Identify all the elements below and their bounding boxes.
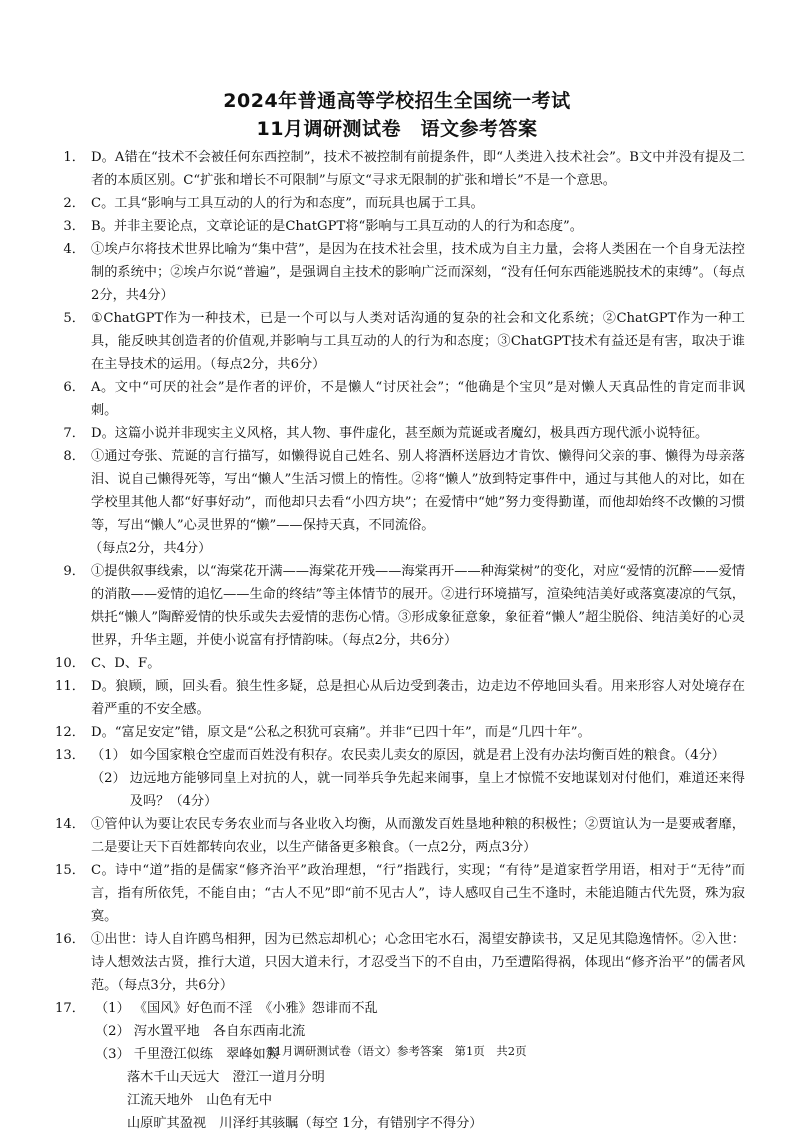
answer-number: 2． [63, 196, 85, 211]
answer-item-11 [55, 675, 745, 721]
answer-number: 7． [63, 426, 85, 441]
answer-text: C、D、F。 [91, 656, 161, 671]
answer-item-2 [55, 192, 745, 215]
answer-item-1 [55, 146, 745, 192]
answer-number: 15． [55, 863, 85, 878]
answer-item-5 [55, 307, 745, 376]
answer-item-17 [55, 997, 745, 1135]
answer-text: ①通过夸张、荒诞的言行描写，如懒得说自己姓名、别人将酒杯送唇边才肯饮、懒得问父亲的事、懒得为母亲落泪、说自己懒得死等，写出“懒人”生活习惯上的惰性。②将“懒人”放到特定事件中，通过与其他人的对比，如在学校里其他人都“好事好动”，而他却只去看“小四方块”；在爱情中“她”努力变得勤谨，而他却始终不改懒的习惯等，写出“懒人”心灵世界的“懒”——保持天真，不同流俗。 [91, 449, 745, 533]
answer-17-part-2 [65, 1020, 745, 1043]
answer-text: C。工具“影响与工具互动的人的行为和态度”，而玩具也属于工具。 [91, 196, 484, 211]
answer-13-part-2 [61, 767, 745, 813]
page-footer: 11月调研测试卷（语文）参考答案 第1页 共2页 [267, 1044, 527, 1058]
answer-number: 12． [55, 725, 85, 740]
answer-text: D。“富足安定”错，原文是“公私之积犹可哀痛”。并非“已四十年”，而是“几四十年”。 [91, 725, 591, 740]
answer-text: ①埃卢尔将技术世界比喻为“集中营”，是因为在技术社会里，技术成为自主力量，会将人类困在一个自身无法控制的系统中；②埃卢尔说“普遍”，是强调自主技术的影响广泛而深刻，“没有任何东西能逃脱技术的束缚”。（每点2分，共4分） [91, 242, 745, 303]
answer-text: B。并非主要论点，文章论证的是ChatGPT将“影响与工具互动的人的行为和态度”。 [91, 219, 583, 234]
part-label: （3） [95, 1047, 130, 1062]
answer-item-6 [55, 376, 745, 422]
answer-key-title: 11月调研测试卷 语文参考答案 [256, 118, 538, 140]
answer-number: 1． [63, 150, 85, 165]
answer-list [55, 146, 745, 1135]
answer-number: 14． [55, 817, 85, 832]
answer-item-14 [55, 813, 745, 859]
answer-number: 16． [55, 932, 85, 947]
part-text: 泻水置平地 各自东西南北流 [133, 1024, 306, 1039]
answer-text: C。诗中“道”指的是儒家“修齐治平”政治理想，“行”指践行，实现；“有待”是道家哲学用语，相对于“无待”而言，指有所依凭，不能自由；“古人不见”即“前不见古人”，诗人感叹自己生不逢时，未能追随古代先贤，殊为寂寞。 [91, 863, 745, 924]
answer-text: A。文中“可厌的社会”是作者的评价，不是懒人“讨厌社会”；“他确是个宝贝”是对懒人天真品性的肯定而非讽刺。 [91, 380, 745, 418]
answer-number: 13． [55, 748, 85, 763]
part-text: 千里澄江似练 翠峰如簇 [133, 1047, 279, 1062]
answer-item-10 [55, 652, 745, 675]
part-label: （2） [95, 1024, 130, 1039]
answer-item-12 [55, 721, 745, 744]
answer-number: 3． [63, 219, 85, 234]
poem-line: 江流天地外 山色有无中 [127, 1093, 273, 1108]
answer-number: 6． [63, 380, 85, 395]
answer-text: D。狼顾，顾，回头看。狼生性多疑，总是担心从后边受到袭击，边走边不停地回头看。用来形容人对处境存在着严重的不安全感。 [91, 679, 745, 717]
answer-number: 11． [55, 679, 85, 694]
answer-number: 8． [63, 449, 85, 464]
answer-item-8 [55, 445, 745, 537]
answer-number: 10． [55, 656, 85, 671]
poem-line: 山原旷其盈视 川泽纡其骇瞩（每空 1分，有错别字不得分） [127, 1116, 483, 1131]
poem-line: 落木千山天远大 澄江一道月分明 [127, 1070, 325, 1085]
answer-item-4 [55, 238, 745, 307]
exam-title: 2024年普通高等学校招生全国统一考试 [223, 90, 571, 112]
part-label: （1） [95, 1001, 130, 1016]
answer-text: ①出世：诗人自许鸥鸟相狎，因为已然忘却机心；心念田宅水石，渴望安静读书，又足见其隐逸情怀。②入世：诗人想效法古贤，推行大道，只因大道未行，才忍受当下的不自由，乃至遭陷得祸，体现出“修齐治平”的儒者风范。（每点3分，共6分） [91, 932, 745, 993]
part-label: （2） [91, 771, 126, 786]
answer-17-part-1 [65, 997, 745, 1020]
answer-number: 17． [55, 1001, 85, 1016]
answer-8-score-note: （每点2分，共4分） [89, 541, 212, 556]
answer-number: 5． [63, 311, 85, 326]
answer-item-3 [55, 215, 745, 238]
part-text: 《国风》好色而不淫 《小雅》怨诽而不乱 [133, 1001, 378, 1016]
answer-item-9 [55, 560, 745, 652]
answer-item-13 [55, 744, 745, 813]
answer-text: ①ChatGPT作为一种技术，已是一个可以与人类对话沟通的复杂的社会和文化系统；②ChatGPT作为一种工具，能反映其创造者的价值观,并影响与工具互动的人的行为和态度；③ChatGPT技术有益还是有害，取决于谁在主导技术的运用。（每点2分，共6分） [91, 311, 745, 372]
answer-13-part-1 [61, 744, 745, 767]
answer-text: D。A错在“技术不会被任何东西控制”，技术不被控制有前提条件，即“人类进入技术社会”。B文中并没有提及二者的本质区别。C“扩张和增长不可限制”与原文“寻求无限制的扩张和增长”不是一个意思。 [91, 150, 745, 188]
answer-text: ①提供叙事线索，以“海棠花开满——海棠花开残——海棠再开——种海棠树”的变化，对应“爱情的沉醉——爱情的消散——爱情的追忆——生命的终结”等主体情节的展开。②进行环境描写，渲染纯洁美好或落寞凄凉的气氛，烘托“懒人”陶醉爱情的快乐或失去爱情的悲伤心情。③形成象征意象，象征着“懒人”超尘脱俗、纯洁美好的心灵世界，升华主题，并使小说富有抒情韵味。（每点2分，共6分） [91, 564, 745, 648]
answer-item-7 [55, 422, 745, 445]
answer-item-15 [55, 859, 745, 928]
answer-text: ①管仲认为要让农民专务农业而与各业收入均衡，从而激发百姓垦地种粮的积极性；②贾谊认为一是要戒奢靡，二是要让天下百姓都转向农业，以生产储备更多粮食。（一点2分，两点3分） [91, 817, 745, 855]
answer-text: D。这篇小说并非现实主义风格，其人物、事件虚化，甚至颇为荒诞或者魔幻，极具西方现代派小说特征。 [91, 426, 709, 441]
part-text: 如今国家粮仓空虚而百姓没有积存。农民卖儿卖女的原因，就是君上没有办法均衡百姓的粮食。（4分） [129, 748, 725, 763]
part-label: （1） [91, 748, 126, 763]
part-text: 边远地方能够同皇上对抗的人，就一同举兵争先起来闹事，皇上才惊慌不安地谋划对付他们，难道还来得及吗？（4分） [129, 771, 745, 809]
answer-number: 9． [63, 564, 85, 579]
answer-item-16 [55, 928, 745, 997]
answer-number: 4． [63, 242, 85, 257]
